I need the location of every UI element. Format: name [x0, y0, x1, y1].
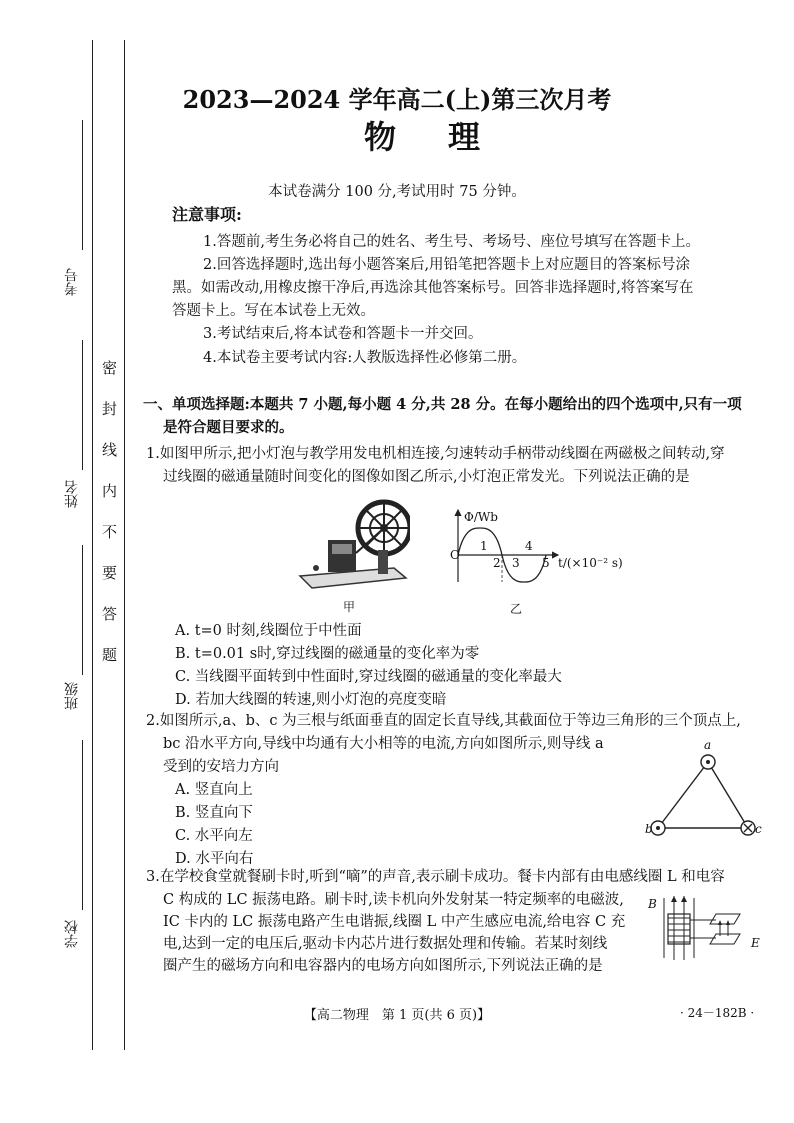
- q3-stem-4: 电,达到一定的电压后,驱动卡内芯片进行数据处理和传输。若某时刻线: [163, 936, 608, 952]
- label-a: a: [704, 738, 712, 752]
- note-1: 1.答题前,考生务必将自己的姓名、考生号、考场号、座位号填写在答题卡上。: [203, 234, 700, 250]
- q3-stem-2: C 构成的 LC 振荡电路。刷卡时,读卡机向外发射某一特定频率的电磁波,: [163, 892, 624, 908]
- notes-heading: 注意事项:: [172, 205, 242, 224]
- q2-stem-3: 受到的安培力方向: [163, 759, 279, 775]
- section1-line1: 一、单项选择题:本题共 7 小题,每小题 4 分,共 28 分。在每小题给出的四个选项中,只有一项: [143, 396, 742, 413]
- graph-tick-4: 4: [525, 539, 533, 553]
- class-blank[interactable]: [82, 545, 83, 675]
- name-blank[interactable]: [82, 340, 83, 470]
- graph-tick-2: 2: [493, 556, 501, 570]
- section1-line2: 是符合题目要求的。: [163, 419, 294, 436]
- graph-y-label: Φ/Wb: [464, 510, 498, 524]
- q2-stem-1: 2.如图所示,a、b、c 为三根与纸面垂直的固定长直导线,其截面位于等边三角形的三个顶点上,: [146, 713, 741, 729]
- figure-yi-caption: 乙: [510, 602, 523, 616]
- exam-number-label: 考号: [64, 268, 80, 296]
- subject-title: 物 理: [363, 118, 490, 156]
- lc-circuit-figure: [650, 892, 760, 964]
- graph-tick-3: 3: [512, 556, 520, 570]
- label-b: b: [645, 822, 653, 836]
- q1-option-a[interactable]: A. t=0 时刻,线圈位于中性面: [175, 623, 362, 639]
- name-label: 姓名: [64, 480, 80, 508]
- generator-figure: [298, 498, 410, 598]
- note-2-cont: 黑。如需改动,用橡皮擦干净后,再选涂其他答案标号。回答非选择题时,将答案写在: [172, 280, 694, 296]
- q1-stem-2: 过线圈的磁通量随时间变化的图像如图乙所示,小灯泡正常发光。下列说法正确的是: [163, 469, 690, 485]
- school-blank[interactable]: [82, 740, 83, 910]
- triangle-figure: [644, 748, 764, 838]
- label-B: B: [648, 897, 657, 911]
- graph-tick-5: 5: [542, 556, 550, 570]
- q1-option-c[interactable]: C. 当线圈平面转到中性面时,穿过线圈的磁通量的变化率最大: [175, 669, 562, 685]
- label-E: E: [751, 936, 760, 950]
- note-4: 4.本试卷主要考试内容:人教版选择性必修第二册。: [203, 350, 527, 366]
- graph-tick-1: 1: [480, 539, 488, 553]
- figure-jia-caption: 甲: [343, 600, 356, 614]
- q2-option-c[interactable]: C. 水平向左: [175, 828, 253, 844]
- exam-title: 2023—2024 学年高二(上)第三次月考: [182, 85, 612, 114]
- q2-option-b[interactable]: B. 竖直向下: [175, 805, 253, 821]
- note-3: 3.考试结束后,将本试卷和答题卡一并交回。: [203, 326, 483, 342]
- label-c: c: [755, 822, 762, 836]
- note-2-end: 答题卡上。写在本试卷上无效。: [172, 303, 375, 319]
- page-footer: 【高二物理 第 1 页(共 6 页)】: [303, 1008, 491, 1023]
- q2-option-d[interactable]: D. 水平向右: [175, 851, 254, 867]
- seal-notice: 密封线内不要答题: [100, 360, 118, 688]
- q1-option-d[interactable]: D. 若加大线圈的转速,则小灯泡的亮度变暗: [175, 692, 447, 708]
- graph-origin: O: [450, 548, 460, 562]
- graph-x-label: t/(×10⁻² s): [558, 556, 623, 570]
- q2-stem-2: bc 沿水平方向,导线中均通有大小相等的电流,方向如图所示,则导线 a: [163, 736, 604, 752]
- class-label: 班级: [64, 682, 80, 710]
- q1-option-b[interactable]: B. t=0.01 s时,穿过线圈的磁通量的变化率为零: [175, 646, 480, 662]
- exam-info: 本试卷满分 100 分,考试用时 75 分钟。: [268, 184, 526, 200]
- q1-stem-1: 1.如图甲所示,把小灯泡与教学用发电机相连接,匀速转动手柄带动线圈在两磁极之间转动,穿: [146, 446, 725, 462]
- q3-stem-3: IC 卡内的 LC 振荡电路产生电谐振,线圈 L 中产生感应电流,给电容 C 充: [163, 914, 626, 930]
- q2-option-a[interactable]: A. 竖直向上: [175, 782, 253, 798]
- school-label: 学校: [64, 920, 80, 948]
- q3-stem-5: 圈产生的磁场方向和电容器内的电场方向如图所示,下列说法正确的是: [163, 958, 603, 974]
- paper-code: · 24－182B ·: [680, 1006, 755, 1020]
- note-2: 2.回答选择题时,选出每小题答案后,用铅笔把答题卡上对应题目的答案标号涂: [203, 257, 691, 273]
- q3-stem-1: 3.在学校食堂就餐刷卡时,听到“嘀”的声音,表示刷卡成功。餐卡内部有由电感线圈 L 和电容: [146, 869, 725, 885]
